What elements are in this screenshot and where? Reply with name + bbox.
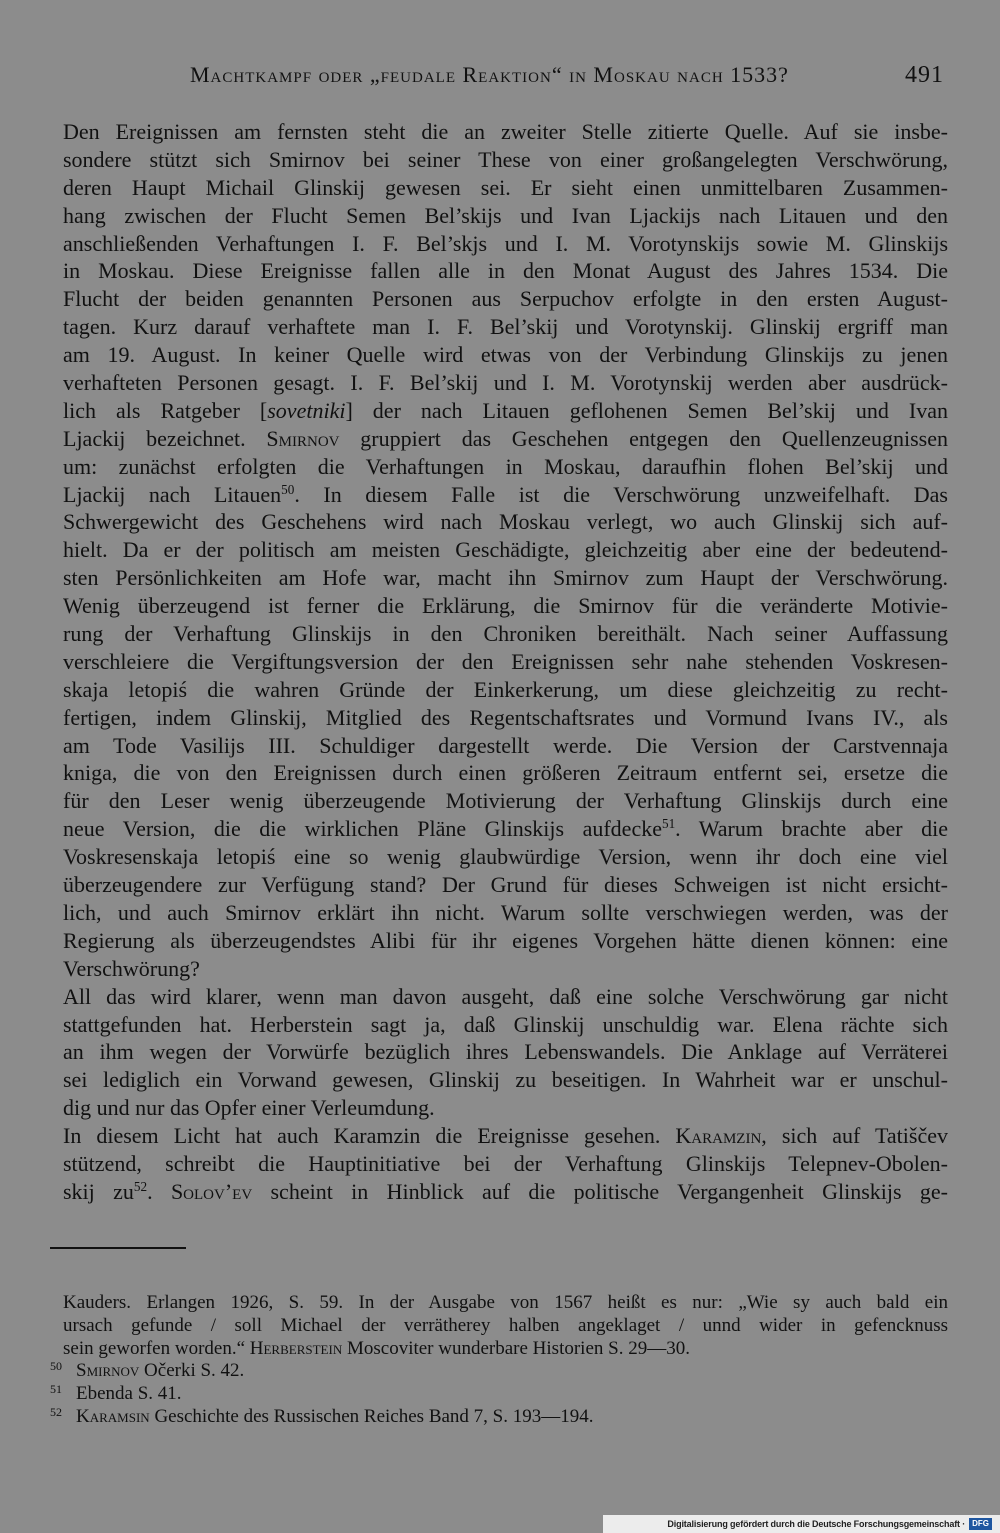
body-line-text: sondere stützt sich Smirnov bei seiner These von einer großangelegten Verschwörung, (63, 146, 948, 172)
body-line (63, 620, 948, 648)
body-line (63, 508, 948, 536)
body-line-text: an ihm wegen der Vorwürfe bezüglich ihres Lebenswandels. Die Anklage auf Verräterei (63, 1039, 948, 1065)
body-line (63, 1178, 948, 1206)
body-line-text: . In diesem Falle ist die Verschwörung unzweifelhaft. Das (294, 481, 948, 507)
body-line-text: . Warum brachte aber die (675, 816, 948, 842)
body-line (63, 927, 948, 955)
body-line (63, 899, 948, 927)
body-line-text: . (147, 1178, 153, 1204)
body-line (63, 257, 948, 285)
body-line (63, 202, 948, 230)
body-line-text: um: zunächst erfolgten die Verhaftungen in Moskau, daraufhin flohen Bel’skij und (63, 453, 948, 479)
body-line-text: fertigen, indem Glinskij, Mitglied des Regentschaftsrates und Vormund Ivans IV., als (63, 704, 948, 730)
body-line-text: Ljackij bezeichnet. (63, 425, 246, 451)
body-line-text: Schwergewicht des Geschehens wird nach Moskau verlegt, wo auch Glinskij sich auf- (63, 509, 948, 535)
footnote-line (50, 1315, 948, 1338)
author-name: Herberstein (249, 1337, 343, 1359)
body-line-text: rung der Verhaftung Glinskijs in den Chroniken bereithält. Nach seiner Auffassung (63, 621, 948, 647)
italic-term: sovetniki (267, 397, 346, 423)
footnote-line (50, 1292, 948, 1315)
body-line (63, 564, 948, 592)
author-name: Karamzin (675, 1123, 762, 1149)
digitization-notice-text: Digitalisierung gefördert durch die Deutsche Forschungsgemeinschaft · (667, 1519, 966, 1529)
body-line (63, 843, 948, 871)
body-line-text: dig und nur das Opfer einer Verleumdung. (63, 1095, 435, 1121)
body-line-text: Wenig überzeugend ist ferner die Erklärung, die Smirnov für die veränderte Motivie- (63, 593, 948, 619)
footnote-marker: 51 (50, 1382, 62, 1397)
body-line-text: überzeugendere zur Verfügung stand? Der Grund für dieses Schweigen ist nicht ersicht- (63, 872, 948, 898)
author-name: Smirnov (266, 425, 340, 451)
body-line-text: kniga, die von den Ereignissen durch einen größeren Zeitraum entfernt sei, ersetze die (63, 760, 948, 786)
body-line (63, 759, 948, 787)
body-line (63, 704, 948, 732)
body-line (63, 397, 948, 425)
body-line-text: am Tode Vasilijs III. Schuldiger dargestellt werde. Die Version der Carstvennaja (63, 732, 948, 758)
body-line (63, 425, 948, 453)
footnote-text: Kauders. Erlangen 1926, S. 59. In der Ausgabe von 1567 heißt es nur: „Wie sy auch bald ein (63, 1292, 948, 1313)
footnote-rule (50, 1247, 186, 1249)
footnote-text: Ebenda S. 41. (76, 1383, 182, 1405)
body-line-text: lich, und auch Smirnov erklärt ihn nicht. Warum sollte verschwiegen werden, was der (63, 899, 948, 925)
page-number: 491 (905, 62, 944, 88)
body-line-text: hang zwischen der Flucht Semen Bel’skijs und Ivan Ljackijs nach Litauen und den (63, 202, 948, 228)
body-line-text: , sich auf Tatiščev (761, 1123, 948, 1149)
body-line-text: All das wird klarer, wenn man davon ausgeht, daß eine solche Verschwörung gar nicht (63, 983, 948, 1009)
footnote-text: Geschichte des Russischen Reiches Band 7, S. 193—194. (154, 1405, 594, 1427)
body-line-text: skaja letopiś die wahren Gründe der Einkerkerung, um diese gleichzeitig zu recht- (63, 676, 948, 702)
body-line-text: sten Persönlichkeiten am Hofe war, macht ihn Smirnov zum Haupt der Verschwörung. (63, 565, 948, 591)
body-line (63, 341, 948, 369)
body-line-text: tagen. Kurz darauf verhaftete man I. F. Bel’skij und Vorotynskij. Glinskij ergriff man (63, 314, 948, 340)
body-line (63, 146, 948, 174)
footnote-text: Moscoviter wunderbare Historien S. 29—30. (346, 1337, 690, 1359)
body-line-text: Den Ereignissen am fernsten steht die an zweiter Stelle zitierte Quelle. Auf sie insbe- (63, 119, 948, 144)
body-line-text: In diesem Licht hat auch Karamzin die Ereignisse gesehen. (63, 1123, 661, 1149)
body-line (63, 481, 948, 509)
body-line-text: Regierung als überzeugendstes Alibi für ihr eigenes Vorgehen hätte dienen können: eine (63, 927, 948, 953)
body-line (63, 676, 948, 704)
running-head-title: Machtkampf oder „feudale Reaktion“ in Moskau nach 1533? (190, 62, 789, 87)
body-line (63, 1011, 948, 1039)
body-line (63, 871, 948, 899)
body-line-text: lich als Ratgeber [ (63, 397, 268, 423)
author-name: Smirnov (76, 1360, 140, 1382)
body-line-text: Flucht der beiden genannten Personen aus Serpuchov erfolgte in den ersten August- (63, 286, 948, 312)
footnote-line (50, 1338, 948, 1361)
footnote-text: ursach gefunde / soll Michael der verrätherey halben angeklaget / unnd wider in gefencknuss (63, 1314, 948, 1336)
body-line-text: in Moskau. Diese Ereignisse fallen alle in den Monat August des Jahres 1534. Die (63, 258, 948, 284)
body-line (63, 1150, 948, 1178)
body-line (63, 313, 948, 341)
body-line (63, 732, 948, 760)
body-line-text: stattgefunden hat. Herberstein sagt ja, daß Glinskij unschuldig war. Elena rächte sich (63, 1011, 948, 1037)
footnote-text: sein geworfen worden.“ (63, 1337, 246, 1359)
body-line (63, 815, 948, 843)
body-line-text: verschleiere die Vergiftungsversion der den Ereignissen sehr nahe stehenden Voskresen- (63, 648, 948, 674)
body-line-text: anschließenden Verhaftungen I. F. Bel’skjs und I. M. Vorotynskijs sowie M. Glinskijs (63, 230, 948, 256)
body-line-text: verhafteten Personen gesagt. I. F. Bel’skij und I. M. Vorotynskij werden aber ausdrück- (63, 370, 948, 396)
footnote-line (50, 1383, 948, 1406)
body-line-text: stützend, schreibt die Hauptinitiative bei der Verhaftung Glinskijs Telepnev-Obolen- (63, 1150, 948, 1176)
body-line-text: für den Leser wenig überzeugende Motivierung der Verhaftung Glinskijs durch eine (63, 788, 948, 814)
footnote-reference: 51 (661, 816, 676, 832)
body-line-text: Ljackij nach Litauen (63, 481, 282, 507)
dfg-logo: DFG (969, 1518, 992, 1530)
body-line (63, 1066, 948, 1094)
body-line (63, 453, 948, 481)
footnote-marker: 52 (50, 1404, 62, 1419)
body-line-text: Verschwörung? (63, 955, 200, 981)
body-line (63, 1094, 948, 1122)
body-line-text: hielt. Da er der politisch am meisten Geschädigte, gleichzeitig aber eine der bedeutend- (63, 537, 948, 563)
body-line (63, 955, 948, 983)
body-line (63, 1122, 948, 1150)
body-line (63, 983, 948, 1011)
body-line (63, 118, 948, 146)
digitization-notice (603, 1515, 1000, 1533)
body-line (63, 536, 948, 564)
body-line-text: Voskresenskaja letopiś eine so wenig glaubwürdige Version, wenn ihr doch eine viel (63, 844, 948, 870)
footnotes (50, 1292, 948, 1429)
body-line-text: ] der nach Litauen geflohenen Semen Bel’skij und Ivan (345, 397, 948, 423)
body-line-text: deren Haupt Michail Glinskij gewesen sei. Er sieht einen unmittelbaren Zusammen- (63, 174, 948, 200)
body-line (63, 592, 948, 620)
footnote-reference: 50 (281, 481, 295, 497)
body-line-text: gruppiert das Geschehen entgegen den Quellenzeugnissen (360, 425, 948, 451)
footnote-reference: 52 (133, 1178, 148, 1194)
body-line-text: am 19. August. In keiner Quelle wird etwas von der Verbindung Glinskijs zu jenen (63, 342, 948, 368)
body-line-text: scheint in Hinblick auf die politische Vergangenheit Glinskijs ge- (270, 1178, 948, 1204)
footnote-text: Očerki S. 42. (144, 1360, 245, 1382)
body-text (63, 118, 948, 1206)
body-line (63, 1038, 948, 1066)
body-line (63, 648, 948, 676)
body-line-text: neue Version, die die wirklichen Pläne Glinskijs aufdecke (63, 816, 662, 842)
author-name: Solov’ev (170, 1178, 253, 1204)
author-name: Karamsin (76, 1405, 150, 1427)
footnote-line (50, 1360, 948, 1383)
body-line (63, 174, 948, 202)
body-line (63, 285, 948, 313)
body-line-text: sei lediglich ein Vorwand gewesen, Glinskij zu beseitigen. In Wahrheit war er unschul- (63, 1067, 948, 1093)
footnote-line (50, 1406, 948, 1429)
body-line-text: skij zu (63, 1178, 134, 1204)
body-line (63, 369, 948, 397)
body-line (63, 787, 948, 815)
footnote-marker: 50 (50, 1359, 62, 1374)
body-line (63, 230, 948, 258)
